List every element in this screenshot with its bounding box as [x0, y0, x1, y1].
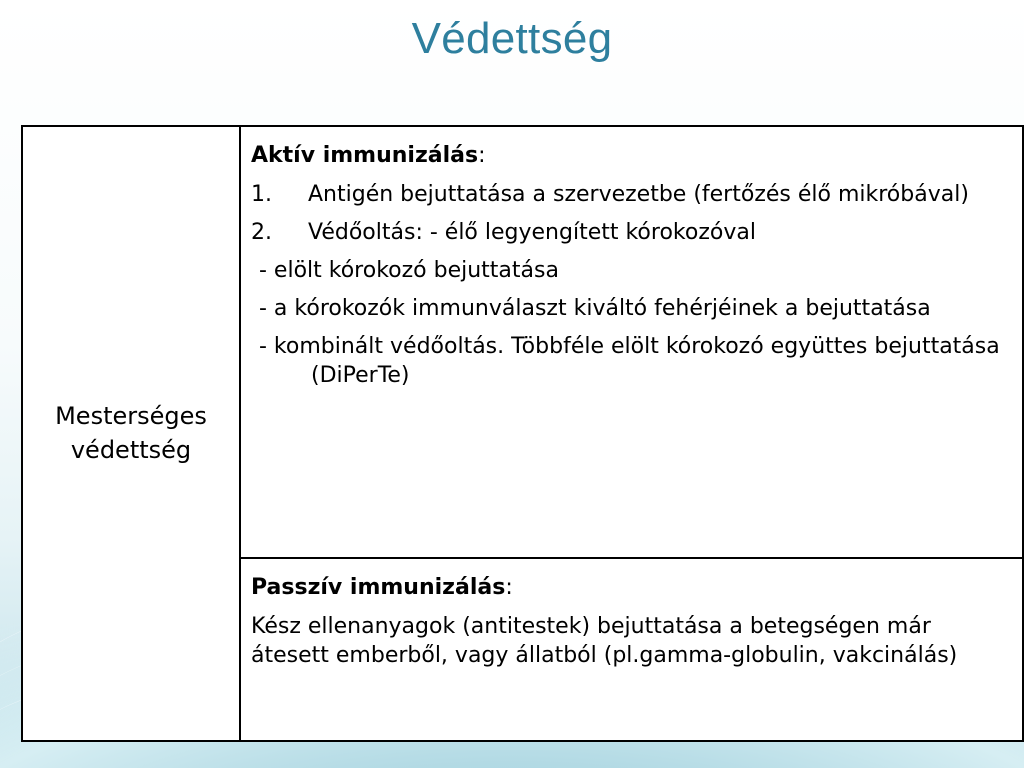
- passive-heading-colon: :: [505, 574, 513, 600]
- passive-description: Kész ellenanyagok (antitestek) bejuttatása a betegségen már átesett emberből, vagy állatból (pl.gamma-globulin, vakcinálás): [251, 613, 958, 668]
- dash-item: - a kórokozók immunválaszt kiváltó fehérjéinek a bejuttatása: [259, 296, 931, 322]
- list-item: [251, 180, 1012, 209]
- list-item-number: 1.: [251, 182, 272, 208]
- active-heading-colon: :: [478, 143, 486, 168]
- content-table: [21, 125, 1024, 742]
- list-item-number: 2.: [251, 220, 272, 246]
- table-row: [22, 126, 1023, 558]
- active-heading: [251, 141, 1012, 170]
- category-cell: Mesterséges védettség: [22, 126, 240, 741]
- list-item-text: Védőoltás: - élő legyengített kórokozóval: [308, 220, 756, 246]
- list-item: [251, 218, 1012, 247]
- dash-item: - kombinált védőoltás. Többféle elölt kórokozó együttes bejuttatása (DiPerTe): [259, 334, 1000, 389]
- passive-immunization-cell: [240, 558, 1023, 741]
- passive-heading-text: Passzív immunizálás: [251, 574, 506, 600]
- active-heading-text: Aktív immunizálás: [251, 143, 479, 168]
- dash-item: - elölt kórokozó bejuttatása: [259, 258, 559, 284]
- active-immunization-cell: [240, 126, 1023, 558]
- passive-heading: [251, 573, 1012, 602]
- slide-title: Védettség: [411, 14, 613, 63]
- list-item-text: Antigén bejuttatása a szervezetbe (fertőzés élő mikróbával): [308, 182, 969, 208]
